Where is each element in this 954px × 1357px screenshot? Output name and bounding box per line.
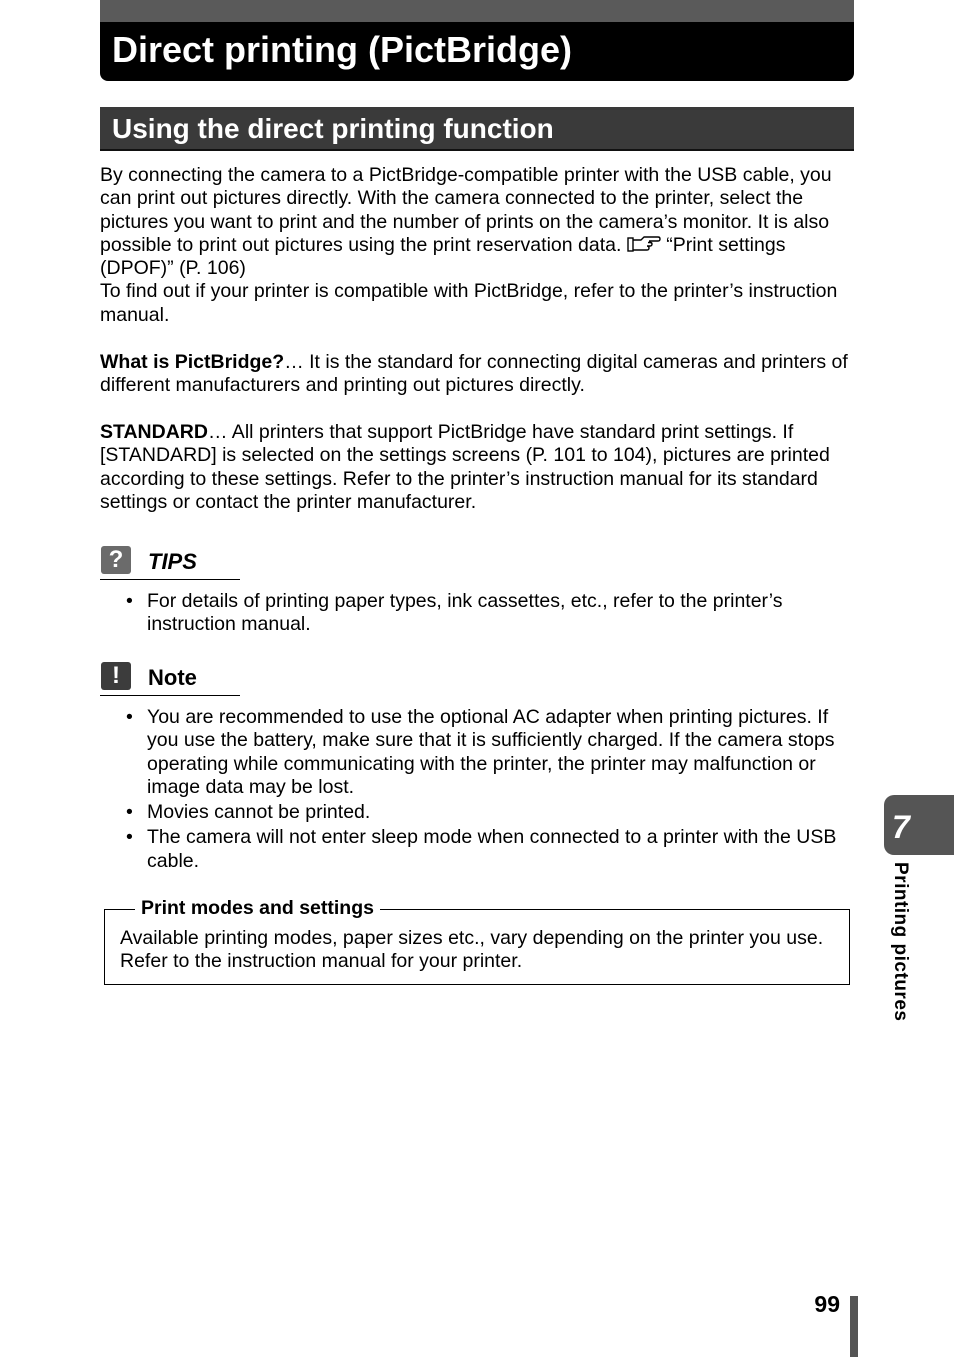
- print-modes-box-text: Available printing modes, paper sizes etc., vary depending on the printer you use. Refer to the instruction manual for your printer.: [120, 927, 824, 973]
- section-title: Using the direct printing function: [112, 113, 554, 144]
- tips-list: [100, 590, 854, 639]
- note-list: [100, 706, 854, 875]
- chapter-title: Direct printing (PictBridge): [112, 29, 573, 70]
- print-modes-box: [104, 897, 850, 985]
- definition-term: STANDARD: [100, 421, 208, 443]
- page-number: 99: [814, 1291, 840, 1317]
- list-item: • For details of printing paper types, ink cassettes, etc., refer to the printer’s instruction manual.: [100, 590, 854, 637]
- list-item: • You are recommended to use the optional AC adapter when printing pictures. If you use the battery, make sure that it is sufficiently charged. If the camera stops operating while communicating with the printer, the printer may malfunction or image data may be lost.: [100, 706, 854, 799]
- question-icon: ?: [101, 546, 131, 574]
- note-label: Note: [148, 665, 197, 690]
- intro-paragraph-1-text: By connecting the camera to a PictBridge-compatible printer with the USB cable, you can print out pictures directly. With the camera connected to the printer, select the pictures you want to print and the number of prints on the camera’s monitor. It is also possible to print out pictures using the print reservation data.: [100, 164, 832, 256]
- chapter-title-band: [100, 0, 854, 22]
- definition-text: … All printers that support PictBridge have standard print settings. If [STANDARD] is selected on the settings screens (P. 101 to 104), pictures are printed according to these settings. Refer to the printer’s instruction manual for its standard settings or contact the printer manufacturer.: [100, 421, 830, 513]
- list-item: • The camera will not enter sleep mode when connected to a printer with the USB cable.: [100, 826, 854, 873]
- exclamation-icon: !: [101, 662, 131, 690]
- intro-paragraph-1-reference: “Print settings (DPOF)” (P. 106): [100, 233, 786, 280]
- definition-pictbridge: [100, 351, 854, 398]
- note-heading: [100, 662, 240, 696]
- list-item: • Movies cannot be printed.: [100, 801, 854, 824]
- intro-paragraph-2: To find out if your printer is compatible with PictBridge, refer to the printer’s instruction manual.: [100, 280, 838, 326]
- page-number-bar: [850, 1296, 858, 1357]
- print-modes-box-title: Print modes and settings: [135, 896, 380, 920]
- section-title-banner: [100, 107, 854, 151]
- tips-heading: [100, 546, 240, 580]
- chapter-tab: [884, 795, 954, 855]
- tips-label: TIPS: [148, 549, 197, 574]
- intro-text: [100, 164, 854, 327]
- definition-term: What is PictBridge?: [100, 351, 285, 373]
- hand-pointing-icon: [627, 235, 661, 253]
- definition-standard: [100, 421, 854, 514]
- chapter-title-banner: [100, 0, 854, 81]
- definition-text: … It is the standard for connecting digital cameras and printers of different manufacturers and printing out pictures directly.: [100, 351, 848, 397]
- chapter-tab-label: Printing pictures: [890, 862, 911, 1022]
- chapter-tab-number: 7: [892, 809, 910, 845]
- intro-paragraph-1: [100, 164, 854, 280]
